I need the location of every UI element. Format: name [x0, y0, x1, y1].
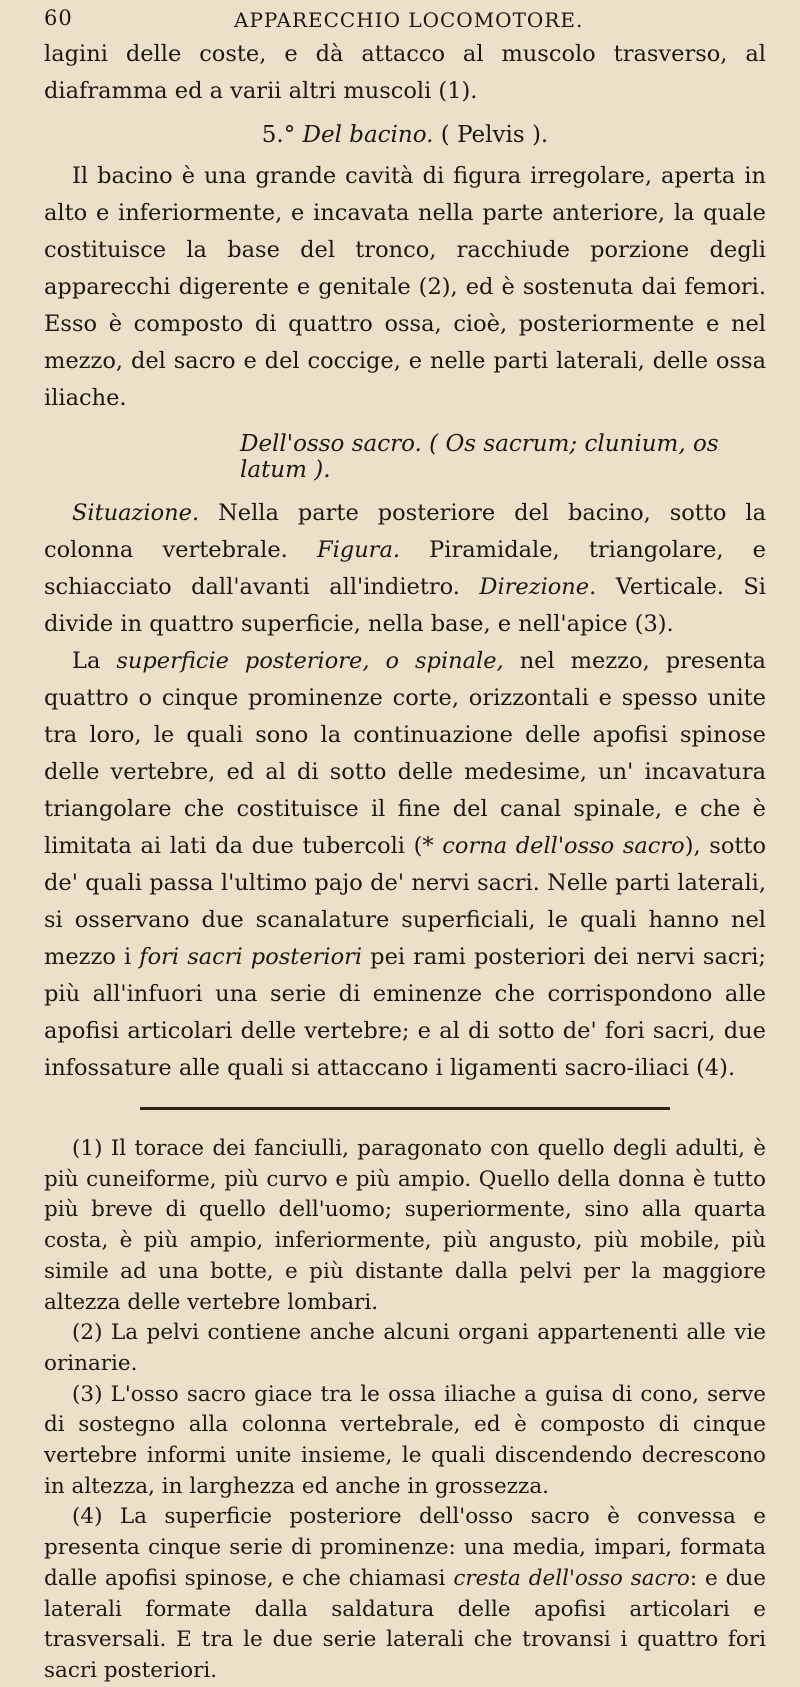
section-heading: [44, 122, 766, 148]
footnotes: [44, 1134, 766, 1687]
superficie-text-2: nel mezzo, presenta quattro o cinque prominenze corte, orizzontali e spesso unite tra loro, le quali sono la continuazione delle apofisi spinose delle vertebre, ed al di sotto delle medesime, un' incavatura triangolare che costituisce il fine del canal spinale, e che è limitata ai lati da due tubercoli (: [44, 648, 766, 859]
text-figura: Piramidale, triangolare, e schiacciato dall'avanti all'indietro.: [44, 537, 766, 600]
intro-paragraph: lagini delle coste, e dà attacco al muscolo trasverso, al diaframma ed a varii altri muscoli (1).: [44, 41, 766, 104]
section-paragraph: Il bacino è una grande cavità di figura irregolare, aperta in alto e inferiormente, e incavata nella parte anteriore, la quale costituisce la base del tronco, racchiude porzione degli apparecchi digerente e genitale (2), ed è sostenuta dai femori. Esso è composto di quattro ossa, cioè, posteriormente e nel mezzo, del sacro e del coccige, e nelle parti laterali, delle ossa iliache.: [44, 163, 766, 411]
section-latin: ( Pelvis ).: [440, 122, 549, 148]
label-direzione: Direzione.: [479, 574, 597, 600]
running-title: APPARECCHIO LOCOMOTORE.: [234, 8, 584, 32]
superficie-text-1: La: [72, 648, 117, 674]
footnote-2: (2) La pelvi contiene anche alcuni organi appartenenti alle vie orinarie.: [44, 1320, 766, 1376]
footnote-1: (1) Il torace dei fanciulli, paragonato con quello degli adulti, è più cuneiforme, più curvo e più ampio. Quello della donna è tutto più breve di quello dell'uomo; superiormente, sino alla quarta costa, è più ampio, inferiormente, più angusto, più mobile, più simile ad una botte, e più distante dalla pelvi per la maggiore altezza delle vertebre lombari.: [44, 1136, 766, 1315]
cresta-label: cresta dell'osso sacro: [453, 1565, 690, 1591]
running-head: [44, 6, 766, 36]
footnote-4: [44, 1502, 766, 1686]
section-number: 5.°: [261, 122, 296, 148]
footnote-3: (3) L'osso sacro giace tra le ossa iliache a guisa di cono, serve di sostegno alla colonna vertebrale, ed è composto di cinque vertebre informi unite insieme, le quali discendendo decrescono in altezza, in larghezza ed anche in grossezza.: [44, 1381, 766, 1499]
subsection-heading: Dell'osso sacro. ( Os sacrum; clunium, os latum ).: [240, 431, 719, 483]
page-number: 60: [44, 6, 73, 30]
superficie-paragraph: [44, 643, 766, 1087]
section-title: Del bacino.: [302, 122, 434, 148]
superficie-text-4: pei rami posteriori dei nervi sacri; più all'infuori una serie di eminenze che corrispondono alle apofisi articolari delle vertebre; e al di sotto de' fori sacri, due infossature alle quali si attaccano i ligamenti sacro-iliaci (4).: [44, 944, 766, 1081]
footnote-4-text-2: : e due laterali formate dalla saldatura delle apofisi articolari e trasversali. E tra le due serie laterali che trovansi i quattro fori sacri posteriori.: [44, 1565, 766, 1683]
situazione-paragraph: [44, 495, 766, 643]
text-direzione: Verticale. Si divide in quattro superficie, nella base, e nell'apice (3).: [44, 574, 766, 637]
superficie-label: superficie posteriore, o spinale,: [116, 648, 504, 674]
label-figura: Figura.: [316, 537, 401, 563]
superficie-text-3: ), sotto de' quali passa l'ultimo pajo de' nervi sacri. Nelle parti laterali, si osservano due scanalature superficiali, le quali hanno nel mezzo i: [44, 833, 766, 970]
label-situazione: Situazione.: [72, 500, 200, 526]
footnote-divider: [140, 1107, 670, 1110]
corna-label: * corna dell'osso sacro: [422, 833, 685, 859]
fori-sacri-label: fori sacri posteriori: [139, 944, 363, 970]
footnote-4-text-1: (4) La superficie posteriore dell'osso sacro è convessa e presenta cinque serie di prominenze: una media, impari, formata dalle apofisi spinose, e che chiamasi: [44, 1504, 766, 1591]
text-situazione: Nella parte posteriore del bacino, sotto la colonna vertebrale.: [44, 500, 766, 563]
